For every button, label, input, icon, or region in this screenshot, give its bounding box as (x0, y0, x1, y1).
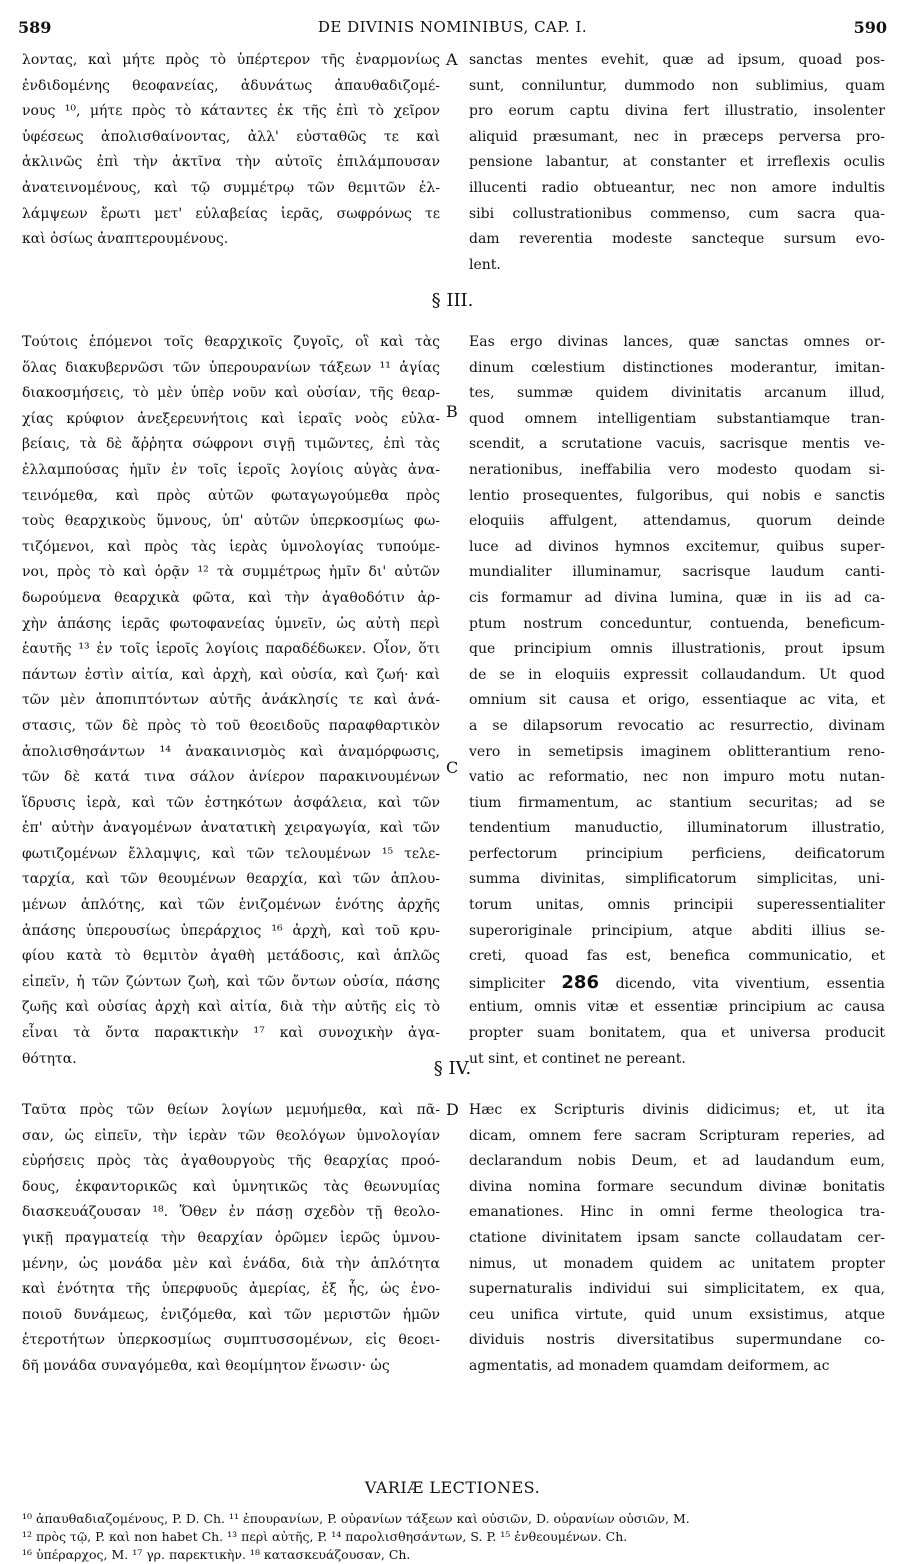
greek-column-block1 (22, 48, 440, 253)
text-line: pro eorum captu divina fert illustratio, insolenter (469, 103, 885, 120)
text-line: tium firmamentum, ac stantium securitas; ad se (469, 794, 885, 811)
text-line: εἰπεῖν, ἡ τῶν ζώντων ζωὴ, καὶ τῶν ὄντων οὐσία, πάσης (22, 973, 440, 990)
text-line: πάντων ἐστὶν αἰτία, καὶ ἀρχὴ, καὶ οὐσία, καὶ ζωή· καὶ (22, 666, 440, 683)
text-line: καὶ ἑνότητα τῆς ὑπερφυοῦς ἀμερίας, ἐξ ἧς, ὡς ἑνο- (22, 1281, 440, 1298)
text-line: ὅλας διακυβερνῶσι τῶν ὑπερουρανίων τάξεων ¹¹ ἁγίας (22, 359, 440, 376)
margin-letter-d: D (446, 1100, 459, 1119)
variant-reading-line: ¹⁶ ὑπέραρχος, M. ¹⁷ γρ. παρεκτικὴν. ¹⁸ κατασκευάζουσαν, Ch. (22, 1547, 411, 1562)
text-line: emanationes. Hinc in omni ferme theologica tra- (469, 1204, 885, 1221)
text-fragment: simpliciter (469, 975, 545, 992)
latin-column-block1 (469, 48, 885, 278)
text-line: τοὺς θεαρχικοὺς ὕμνους, ὑπ' αὐτῶν ὑπερκοσμίως φω- (22, 513, 440, 530)
text-line: ἀπολισθησάντων ¹⁴ ἀνακαινισμὸς καὶ ἀναμόρφωσις, (22, 743, 440, 760)
variae-lectiones-notes (22, 1510, 885, 1564)
text-line: ἐνδιδομένης θεοφανείας, ἀδυνάτως ἀπαυθαδιζομέ- (22, 77, 440, 94)
text-line: ut sint, et continet ne pereant. (469, 1050, 686, 1067)
text-line: στασις, τῶν δὲ πρὸς τὸ τοῦ θεοειδοῦς παραφθαρτικὸν (22, 717, 440, 734)
text-line: tes, summæ quidem divinitatis arcanum illud, (469, 385, 885, 402)
text-line: dicam, omnem fere sacram Scripturam reperies, ad (469, 1127, 885, 1144)
text-line: tendentium manuductio, illuminatorum illustratio, (469, 820, 885, 837)
text-line: γικῇ πραγματείᾳ τὴν θεαρχίαν ὁρῶμεν ἱερῶς ὑμνου- (22, 1229, 440, 1246)
text-line: διασκευάζουσαν ¹⁸. Ὅθεν ἐν πάσῃ σχεδὸν τῇ θεολο- (22, 1204, 440, 1221)
text-line: sunt, conniluntur, dummodo non sublimius, quam (469, 77, 885, 94)
section-heading-3: § III. (431, 290, 474, 311)
text-line: a se dilapsorum revocatio ac resurrectio, divinam (469, 717, 885, 734)
text-line: dividuis nostris diversitatibus supermundane co- (469, 1332, 885, 1349)
text-line: ἑτεροτήτων ὑπερκοσμίως συμπτυσσομένων, εἰς θεοει- (22, 1332, 440, 1349)
text-line: εὑρήσεις πρὸς τὰς ἀγαθουργοὺς τῆς θεαρχίας προό- (22, 1153, 440, 1170)
text-line: aliquid præsumant, nec in præceps perversa pro- (469, 128, 885, 145)
text-line: χίας κρύφιον ἀνεξερευνήτοις καὶ ἱεραῖς νοὸς εὐλα- (22, 410, 440, 427)
latin-column-block2 (469, 330, 885, 1072)
text-line: θότητα. (22, 1050, 77, 1067)
text-line: Τούτοις ἑπόμενοι τοῖς θεαρχικοῖς ζυγοῖς, οἳ καὶ τὰς (22, 334, 440, 350)
text-line: mundialiter illuminamur, sacrisque laudum canti- (469, 564, 885, 581)
text-line: omnium sit causa et origo, essentiaque ac vita, et (469, 692, 885, 709)
text-line: ποιοῦ δυνάμεως, ἑνιζόμεθα, καὶ τῶν μεριστῶν ἡμῶν (22, 1306, 440, 1323)
text-line: τεινόμεθα, καὶ πρὸς αὐτῶν φωταγωγούμεθα πρὸς (22, 487, 440, 504)
text-line: divina nomina formare secundum divinæ bonitatis (469, 1178, 885, 1195)
text-line: διακοσμήσεις, τὸ μὲν ὑπὲρ νοῦν καὶ οὐσίαν, τῆς θεαρ- (22, 385, 440, 402)
text-line: ctatione divinitatem ipsam sancte collaudatam cer- (469, 1229, 885, 1246)
greek-column-block2 (22, 330, 440, 1072)
text-line: Eas ergo divinas lances, quæ sanctas omnes or- (469, 334, 885, 350)
text-line: τιζόμενοι, καὶ πρὸς τὰς ἱερὰς ὑμνολογίας τυπούμε- (22, 538, 440, 555)
text-line: declarandum nobis Deum, et ad laudandum eum, (469, 1153, 885, 1170)
inline-page-number: 286 (561, 971, 599, 993)
text-line: νους ¹⁰, μήτε πρὸς τὸ κάταντες ἐκ τῆς ἐπὶ τὸ χεῖρον (22, 103, 440, 120)
text-line: lent. (469, 256, 501, 273)
text-line: λοντας, καὶ μήτε πρὸς τὸ ὑπέρτερον τῆς ἐναρμονίως (22, 52, 440, 68)
text-line (469, 970, 885, 996)
text-line: καὶ ὁσίως ἀναπτερουμένους. (22, 231, 229, 248)
page-title: DE DIVINIS NOMINIBUS, CAP. I. (317, 18, 588, 36)
text-line: ταρχία, καὶ τῶν θεουμένων θεαρχία, καὶ τῶν ἁπλου- (22, 871, 440, 888)
text-line: νοι, πρὸς τὸ καὶ ὁρᾷν ¹² τὰ συμμέτρως ἡμῖν δι' αὐτῶν (22, 564, 440, 581)
text-line: torum unitas, omnis principii superessentialiter (469, 897, 885, 914)
text-fragment: dicendo, vita viventium, essentia (615, 975, 885, 992)
text-line: cis formamur ad divina lumina, quæ in iis ad ca- (469, 589, 885, 606)
text-line: βείαις, τὰ δὲ ἄῤῥητα σώφρονι σιγῇ τιμῶντες, ἐπὶ τὰς (22, 436, 440, 453)
greek-column-block3 (22, 1098, 440, 1380)
text-line: ἁπάσης ὑπερουσίως ὑπεράρχιος ¹⁶ ἀρχὴ, καὶ τοῦ κρυ- (22, 922, 440, 939)
text-line: λάμψεων ἔρωτι μετ' εὐλαβείας ἱερᾶς, σωφρόνως τε (22, 205, 440, 222)
text-line: summa divinitas, simplificatorum simplicitas, uni- (469, 871, 885, 888)
text-line: Hæc ex Scripturis divinis didicimus; et, ut ita (469, 1102, 885, 1118)
text-line: dam reverentia modeste sancteque sursum evo- (469, 231, 885, 248)
text-line: τῶν δὲ κατά τινα σάλον ἀνίερον παρακινουμένων (22, 769, 440, 786)
running-header (18, 18, 887, 44)
text-line: δωρούμενα θεαρχικὰ φῶτα, καὶ τὴν ἀγαθοδότιν ἀρ- (22, 589, 440, 606)
text-line: χὴν ἁπάσης ἱερᾶς φωτοφανείας ὑμνεῖν, ὡς αὐτὴ περὶ (22, 615, 440, 632)
text-line: σαν, ὡς εἰπεῖν, τὴν ἱερὰν τῶν θεολόγων ὑμνολογίαν (22, 1127, 440, 1144)
text-line: μένων ἁπλότης, καὶ τῶν ἑνιζομένων ἑνότης ἀρχῆς (22, 897, 440, 914)
text-line: supernaturalis individui sui simplicitatem, ex qua, (469, 1281, 885, 1298)
left-page-number: 589 (18, 18, 52, 37)
text-line: sibi collustrationibus commenso, cum sacra qua- (469, 205, 885, 222)
variae-lectiones-title: VARIÆ LECTIONES. (364, 1478, 541, 1497)
text-line: δῆ μονάδα συναγόμεθα, καὶ θεομίμητον ἕνωσιν· ὡς (22, 1357, 390, 1374)
latin-column-block3 (469, 1098, 885, 1380)
text-line: lentio prosequentes, fulgoribus, qui nobis e sanctis (469, 487, 885, 504)
text-line: φίου κατὰ τὸ θεμιτὸν ἀγαθὴ μετάδοσις, καὶ ἁπλῶς (22, 948, 440, 965)
text-line: quod omnem intelligentiam substantiamque tran- (469, 410, 885, 427)
text-line: entium, omnis vitæ et essentiæ principium ac causa (469, 999, 885, 1016)
margin-letter-b: B (446, 402, 458, 421)
margin-letter-c: C (446, 758, 459, 777)
text-line: φωτιζομένων ἔλλαμψις, καὶ τῶν τελουμένων ¹⁵ τελε- (22, 845, 440, 862)
text-line: ceu unifica virtute, quid unum exsistimus, atque (469, 1306, 885, 1323)
text-line: propter suam bonitatem, qua et universa producit (469, 1025, 885, 1042)
text-line: vero in semetipsis imaginem oblitterantium reno- (469, 743, 885, 760)
variant-reading-line: ¹⁰ ἀπαυθαδιαζομένους, P. D. Ch. ¹¹ ἐπουρανίων, P. οὐρανίων τάξεων καὶ οὐσιῶν, D. οὐρανίων οὐσιῶν, M. (22, 1511, 690, 1526)
text-line: agmentatis, ad monadem quamdam deiformem, ac (469, 1357, 830, 1374)
text-line: scendit, a scrutatione vacuis, sacrisque mentis ve- (469, 436, 885, 453)
text-line: creti, quoad fas est, benefica communicatio, et (469, 948, 885, 965)
text-line: τῶν μὲν ἀποπιπτόντων αὐτῆς ἀνάκλησίς τε καὶ ἀνά- (22, 692, 440, 709)
text-line: ἵδρυσις ἱερὰ, καὶ τῶν ἑστηκότων ἀσφάλεια, καὶ τῶν (22, 794, 440, 811)
text-line: que principium omnis illustrationis, prout ipsum (469, 641, 885, 658)
text-line: eloquiis affulgent, attendamus, quorum deinde (469, 513, 885, 530)
text-line: ἀκλινῶς ἐπὶ τὴν ἀκτῖνα τὴν αὐτοῖς ἐπιλάμπουσαν (22, 154, 440, 171)
margin-letter-a: A (446, 50, 458, 69)
text-line: superoriginale principium, atque abditi illius se- (469, 922, 885, 939)
text-line: nimus, ut monadem quidem ac unitatem propter (469, 1255, 885, 1272)
text-line: pensione labantur, at constanter et irreflexis oculis (469, 154, 885, 171)
text-line: de se in eloquiis expressit collaudandum. Ut quod (469, 666, 885, 683)
text-line: illucenti radio obtueantur, nec non amore indultis (469, 179, 885, 196)
text-line: ptum nostrum conceduntur, contuenda, beneficum- (469, 615, 885, 632)
text-line: εἶναι τὰ ὄντα παρακτικὴν ¹⁷ καὶ συνοχικὴν ἀγα- (22, 1025, 440, 1042)
text-line: δους, ἐκφαντορικῶς καὶ ὑμνητικῶς τὰς θεωνυμίας (22, 1178, 440, 1195)
text-line: ἀνατεινομένους, καὶ τῷ συμμέτρῳ τῶν θεμιτῶν ἐλ- (22, 179, 440, 196)
text-line: sanctas mentes evehit, quæ ad ipsum, quoad pos- (469, 52, 885, 68)
text-line: perfectorum principium perficiens, deificatorum (469, 845, 885, 862)
text-line: ζωῆς καὶ οὐσίας ἀρχὴ καὶ αἰτία, διὰ τὴν αὐτῆς εἰς τὸ (22, 999, 440, 1016)
text-line: dinum cœlestium distinctiones moderantur, imitan- (469, 359, 885, 376)
right-page-number: 590 (853, 18, 887, 37)
text-line: ἐπ' αὐτὴν ἀναγομένων ἀνατατικὴ χειραγωγία, καὶ τῶν (22, 820, 440, 837)
text-line: ὑφέσεως ἀπολισθαίνοντας, ἀλλ' εὐσταθῶς τε καὶ (22, 128, 440, 145)
text-line: ἑαυτῆς ¹³ ἐν τοῖς ἱεροῖς λογίοις παραδέδωκεν. Οἷον, ὅτι (22, 641, 440, 658)
text-line: Ταῦτα πρὸς τῶν θείων λογίων μεμυήμεθα, καὶ πᾶ- (22, 1102, 440, 1118)
text-line: vatio ac reformatio, nec non impuro motu nutan- (469, 769, 885, 786)
text-line: μένην, ὡς μονάδα μὲν καὶ ἑνάδα, διὰ τὴν ἁπλότητα (22, 1255, 440, 1272)
section-heading-4: § IV. (433, 1058, 472, 1079)
text-line: nerationibus, ineffabilia vero modesto quodam si- (469, 461, 885, 478)
text-line: luce ad divinos hymnos excitemur, quibus super- (469, 538, 885, 555)
variant-reading-line: ¹² πρὸς τῷ, P. καὶ non habet Ch. ¹³ περὶ αὐτῆς, P. ¹⁴ παρολισθησάντων, S. P. ¹⁵ ἐνθεουμένων. Ch. (22, 1529, 628, 1544)
text-line: ἐλλαμπούσας ἡμῖν ἐν τοῖς ἱεροῖς λογίοις αὐγὰς ἀνα- (22, 461, 440, 478)
